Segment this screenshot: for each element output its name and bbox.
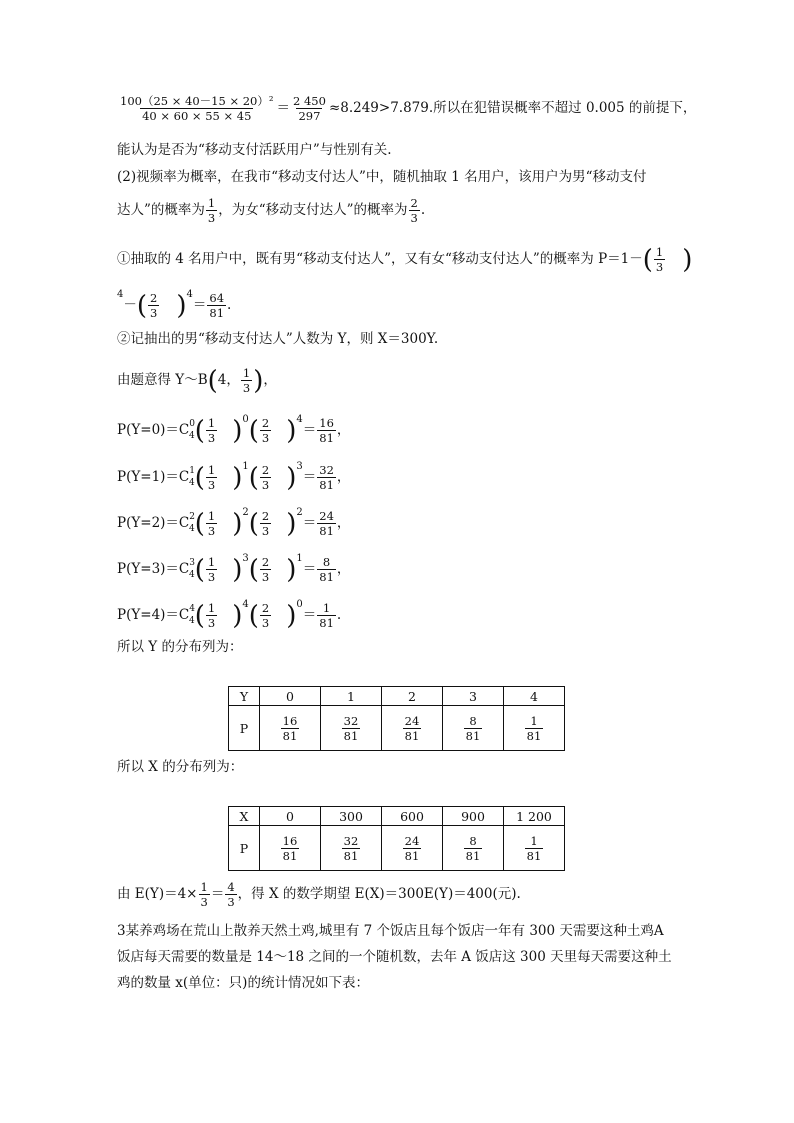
- chi-square-line: [117, 94, 696, 123]
- open-paren: (: [642, 244, 653, 275]
- item1-line2: [117, 286, 231, 320]
- den: 81: [319, 616, 334, 630]
- comb-superscript: 0: [189, 419, 195, 429]
- prob-lhs: P(Y=1)＝C: [117, 469, 190, 485]
- text-seg: 由 E(Y)＝4×: [117, 886, 198, 902]
- den: 3: [261, 431, 270, 445]
- num: 1: [207, 416, 216, 430]
- num: 1: [207, 463, 216, 477]
- num: 1: [207, 509, 216, 523]
- fraction: [260, 416, 271, 445]
- close-paren: ): [232, 508, 243, 539]
- table-cell: [443, 706, 504, 751]
- x-dist-intro: 所以 X 的分布列为：: [117, 759, 244, 775]
- open-paren: (: [248, 462, 259, 493]
- den: 81: [209, 306, 225, 320]
- den: 3: [261, 478, 270, 492]
- table-header-cell: P: [229, 706, 260, 751]
- fraction: [206, 416, 217, 445]
- den: 3: [200, 895, 208, 909]
- problem3-line1: 3某养鸡场在荒山上散养天然土鸡,城里有 7 个饭店且每个饭店一年有 300 天需要这种土鸡A: [117, 923, 664, 939]
- text-seg: 由题意得 Y～B: [117, 372, 208, 388]
- den: 81: [465, 728, 481, 743]
- item2-line: ②记抽出的男“移动支付达人”人数为 Y，则 X＝300Y.: [117, 331, 439, 347]
- close-paren: ): [286, 600, 297, 631]
- comb-subscript: 4: [189, 478, 195, 488]
- text-seg: ，得 X 的数学期望 E(X)＝300E(Y)＝400(元).: [237, 886, 521, 902]
- num: 24: [404, 713, 420, 728]
- prob-lhs: P(Y=4)＝C: [117, 607, 190, 623]
- prob-lhs: P(Y=0)＝C: [117, 422, 190, 438]
- punct: ，: [336, 561, 351, 577]
- comb-superscript: 2: [189, 512, 195, 522]
- den: 3: [207, 211, 216, 225]
- table-row: [229, 687, 565, 706]
- text-seg: .: [420, 202, 426, 218]
- comb-subscript: 4: [189, 524, 195, 534]
- num: 32: [319, 463, 334, 477]
- den: 3: [261, 524, 270, 538]
- value-numerator: 2 450: [293, 94, 326, 108]
- open-paren: (: [194, 415, 205, 446]
- num: 64: [209, 291, 225, 305]
- exponent: 4: [117, 289, 124, 300]
- den: 3: [207, 616, 216, 630]
- exponent: 3: [242, 553, 249, 564]
- chi-square-numerator: 100（25 × 40－15 × 20）²: [120, 94, 274, 108]
- open-paren: (: [194, 600, 205, 631]
- close-paren: ): [253, 365, 264, 396]
- exponent: 0: [296, 599, 303, 610]
- num: 2: [261, 555, 270, 569]
- num: 1: [207, 196, 216, 210]
- open-paren: (: [207, 365, 218, 396]
- table-header-cell: Y: [229, 687, 260, 706]
- num: 32: [343, 833, 359, 848]
- part2-line1: (2)视频率为概率，在我市“移动支付达人”中，随机抽取 1 名用户，该用户为男“移动支付: [117, 169, 647, 185]
- num: 24: [404, 833, 420, 848]
- table-cell: 4: [504, 687, 565, 706]
- conclusion-line: 能认为是否为“移动支付活跃用户”与性别有关.: [117, 142, 392, 158]
- equals-sign: ＝: [276, 100, 290, 116]
- den: 3: [261, 616, 270, 630]
- den: 3: [242, 381, 251, 395]
- table-cell: 1 200: [504, 807, 565, 826]
- den: 81: [343, 848, 359, 863]
- exponent: 3: [296, 461, 303, 472]
- chi-square-denominator: 40 × 60 × 55 × 45: [142, 109, 252, 123]
- den: 3: [655, 260, 664, 274]
- table-cell: [504, 826, 565, 871]
- table-row: [229, 807, 565, 826]
- punct: .: [336, 607, 342, 623]
- num: 2: [261, 601, 270, 615]
- result-fraction: [317, 555, 336, 584]
- item1-line1: [117, 245, 692, 274]
- table-cell: 2: [382, 687, 443, 706]
- period: .: [227, 297, 232, 313]
- chi-square-value: [291, 94, 328, 123]
- fraction: [260, 509, 271, 538]
- table-cell: [382, 826, 443, 871]
- num: 1: [530, 833, 538, 848]
- table-cell: [321, 706, 382, 751]
- num: 1: [200, 880, 208, 894]
- y-distribution-table: [228, 686, 565, 751]
- chi-square-conclusion: ≈8.249>7.879.所以在犯错误概率不超过 0.005 的前提下，: [328, 100, 697, 116]
- num: 32: [343, 713, 359, 728]
- num: 1: [207, 555, 216, 569]
- fraction: [199, 880, 210, 909]
- exponent: 1: [242, 461, 249, 472]
- exponent: 2: [242, 507, 249, 518]
- den: 81: [343, 728, 359, 743]
- open-paren: (: [248, 415, 259, 446]
- table-header-cell: X: [229, 807, 260, 826]
- den: 81: [404, 728, 420, 743]
- table-header-cell: P: [229, 826, 260, 871]
- den: 3: [410, 211, 418, 225]
- den: 81: [319, 431, 334, 445]
- comb-superscript: 1: [189, 466, 195, 476]
- den: 3: [207, 431, 216, 445]
- num: 4: [227, 880, 235, 894]
- table-cell: [260, 706, 321, 751]
- table-cell: 0: [260, 807, 321, 826]
- table-cell: 300: [321, 807, 382, 826]
- prob-lhs: P(Y=2)＝C: [117, 515, 190, 531]
- table-cell: 0: [260, 687, 321, 706]
- chi-square-fraction: [118, 94, 276, 123]
- num: 16: [282, 713, 298, 728]
- num: 8: [322, 555, 331, 569]
- comb-superscript: 3: [189, 558, 195, 568]
- num: 8: [469, 713, 477, 728]
- open-paren: (: [136, 290, 148, 321]
- value-denominator: 297: [298, 109, 321, 123]
- comb-subscript: 4: [189, 570, 195, 580]
- num: 1: [322, 601, 331, 615]
- exponent: 0: [242, 414, 249, 425]
- punct: ，: [336, 422, 351, 438]
- exponent: 4: [296, 414, 303, 425]
- fraction: [241, 366, 252, 395]
- table-row: [229, 706, 565, 751]
- open-paren: (: [248, 554, 259, 585]
- x-distribution-table: [228, 806, 565, 871]
- fraction: [206, 555, 217, 584]
- open-paren: (: [194, 508, 205, 539]
- close-paren: ): [232, 415, 243, 446]
- text-seg: 达人”的概率为: [117, 202, 205, 218]
- text-seg: ①抽取的 4 名用户中，既有男“移动支付达人”，又有女“移动支付达人”的概率为 P＝1－: [117, 251, 643, 267]
- num: 16: [282, 833, 298, 848]
- num: 2: [150, 291, 158, 305]
- table-cell: 1: [321, 687, 382, 706]
- fraction: [260, 463, 271, 492]
- table-cell: [382, 706, 443, 751]
- table-cell: 900: [443, 807, 504, 826]
- n-param: 4，: [217, 372, 240, 388]
- male-prob-fraction: [206, 196, 217, 225]
- num: 16: [319, 416, 334, 430]
- minus-sign: －: [123, 297, 137, 313]
- binomial-line: [117, 366, 277, 395]
- fraction: [260, 555, 271, 584]
- table-cell: [504, 706, 565, 751]
- den: 3: [261, 570, 270, 584]
- result-fraction: [317, 416, 336, 445]
- prob-line-y4: $P(Y=4)=C^4_4$( $\frac{1}{3}$ )$^4$( $\frac{2}{3}$ )$^0$＝ $\frac{1}{81}$ .: [117, 599, 342, 631]
- prob-line-y2: $P(Y=2)=C^2_4$( $\frac{1}{3}$ )$^2$( $\frac{2}{3}$ )$^2$＝ $\frac{24}{81}$ ，: [117, 507, 351, 539]
- table-cell: [443, 826, 504, 871]
- exponent: 4: [242, 599, 249, 610]
- den: 3: [207, 478, 216, 492]
- part2-line2: [117, 196, 425, 225]
- comb-superscript: 4: [189, 604, 195, 614]
- num: 1: [655, 245, 664, 259]
- close-paren: ): [286, 508, 297, 539]
- fraction: [654, 245, 665, 274]
- table-cell: 600: [382, 807, 443, 826]
- result-fraction: [207, 291, 226, 320]
- close-paren: ): [286, 462, 297, 493]
- prob-line-y3: $P(Y=3)=C^3_4$( $\frac{1}{3}$ )$^3$( $\frac{2}{3}$ )$^1$＝ $\frac{8}{81}$ ，: [117, 553, 351, 585]
- table-cell: [260, 826, 321, 871]
- num: 2: [261, 463, 270, 477]
- num: 1: [242, 366, 251, 380]
- exponent: 4: [186, 289, 193, 300]
- den: 3: [207, 524, 216, 538]
- den: 81: [404, 848, 420, 863]
- problem3-line3: 鸡的数量 x(单位：只)的统计情况如下表：: [117, 975, 369, 991]
- exponent: 1: [296, 553, 303, 564]
- comb-subscript: 4: [189, 616, 195, 626]
- equals-sign: ＝: [210, 886, 225, 902]
- prob-lhs: P(Y=3)＝C: [117, 561, 190, 577]
- close-paren: ): [232, 554, 243, 585]
- close-paren: ): [232, 600, 243, 631]
- den: 81: [526, 848, 542, 863]
- den: 81: [465, 848, 481, 863]
- open-paren: (: [194, 554, 205, 585]
- punct: ，: [336, 515, 351, 531]
- problem3-line2: 饭店每天需要的数量是 14～18 之间的一个随机数，去年 A 饭店这 300 天里每天需要这种土: [117, 949, 672, 965]
- close-paren: ): [176, 290, 187, 321]
- den: 81: [526, 728, 542, 743]
- fraction: [148, 291, 159, 320]
- close-paren: ): [286, 554, 297, 585]
- table-cell: 3: [443, 687, 504, 706]
- den: 81: [319, 524, 334, 538]
- result-fraction: [317, 463, 336, 492]
- den: 3: [207, 570, 216, 584]
- fraction: [225, 880, 236, 909]
- num: 24: [319, 509, 334, 523]
- fraction: [206, 509, 217, 538]
- den: 3: [150, 306, 158, 320]
- fraction: [260, 601, 271, 630]
- den: 3: [227, 895, 235, 909]
- table-row: [229, 826, 565, 871]
- result-fraction: [317, 601, 336, 630]
- close-paren: ): [232, 462, 243, 493]
- result-fraction: [317, 509, 336, 538]
- num: 1: [530, 713, 538, 728]
- den: 81: [319, 478, 334, 492]
- prob-line-y0: $P(Y=0)=C^0_4$( $\frac{1}{3}$ )$^0$( $\frac{2}{3}$ )$^4$＝ $\frac{16}{81}$ ，: [117, 414, 351, 446]
- num: 2: [261, 416, 270, 430]
- equals-sign: ＝: [192, 297, 207, 313]
- den: 81: [282, 728, 298, 743]
- num: 2: [410, 196, 418, 210]
- text-seg: ，为女“移动支付达人”的概率为: [218, 202, 408, 218]
- open-paren: (: [248, 508, 259, 539]
- prob-line-y1: $P(Y=1)=C^1_4$( $\frac{1}{3}$ )$^1$( $\frac{2}{3}$ )$^3$＝ $\frac{32}{81}$ ，: [117, 461, 351, 493]
- fraction: [206, 463, 217, 492]
- close-paren: ): [286, 415, 297, 446]
- den: 81: [282, 848, 298, 863]
- den: 81: [319, 570, 334, 584]
- table-cell: [321, 826, 382, 871]
- close-paren: ): [682, 244, 693, 275]
- exponent: 2: [296, 507, 303, 518]
- num: 1: [207, 601, 216, 615]
- comb-subscript: 4: [189, 431, 195, 441]
- open-paren: (: [194, 462, 205, 493]
- num: 2: [261, 509, 270, 523]
- y-dist-intro: 所以 Y 的分布列为：: [117, 639, 243, 655]
- comma: ，: [263, 372, 277, 388]
- fraction: [206, 601, 217, 630]
- female-prob-fraction: [409, 196, 420, 225]
- num: 8: [469, 833, 477, 848]
- open-paren: (: [248, 600, 259, 631]
- expectation-line: [117, 880, 521, 909]
- punct: ，: [336, 469, 351, 485]
